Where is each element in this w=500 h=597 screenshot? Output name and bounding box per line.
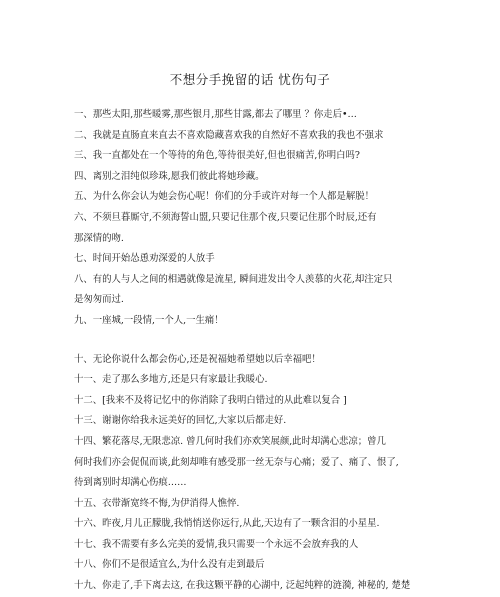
text-line: 待到离别时却满心伤痕…… [74,477,187,489]
body-text [74,105,474,597]
page-title: 不想分手挽留的话 忧伤句子 [169,72,331,87]
text-line: 八、有的人与人之间的相遇就像是流星, 瞬间进发出令人羡慕的火花,却注定只 [74,273,393,285]
text-line: 五、为什么你会认为她会伤心呢！你们的分手或许对每一个人都是解脱！ [74,191,375,203]
text-line: 十七、我不需要有多么完美的爱情,我只需要一个永远不会放弃我的人 [74,538,359,550]
text-line: 十四、繁花落尽,无限悲凉. 曾几何时我们亦欢笑展颜,此时却满心悲凉；曾几 [74,435,386,447]
text-line: 十二、[我来不及将记忆中的你消除了我明白错过的从此难以复合 ] [74,394,347,406]
text-line: 十五、衣带渐宽终不悔,为伊消得人憔悴. [74,497,240,509]
text-line: 十八、你们不是很适宜么,为什么没有走到最后 [74,559,265,571]
text-line: 九、一座城,一段情,一个人,一生痛！ [74,314,224,326]
text-line: 十一、走了那么多地方,还是只有家最让我暖心. [74,374,268,386]
text-line: 七、时间开始怂恿劝深爱的人放手 [74,253,215,265]
paragraph-gap [74,332,474,350]
text-line: 十三、谢谢你给我永远美好的回忆,大家以后都走好. [74,415,287,427]
text-line: 六、不须旦暮厮守,不须海誓山盟,只要记住那个夜,只要记住那个时辰,还有 [74,211,377,223]
text-line: 十六、昨夜,月儿正朦胧,我悄悄送你远行,从此,天边有了一颗含泪的小星星. [74,518,380,530]
text-line: 十、无论你说什么都会伤心,还是祝福她希望她以后幸福吧！ [74,353,321,365]
text-line: 一、那些太阳,那些暖雾,那些银月,那些甘露,都去了哪里 ？你走后•… [74,109,357,120]
text-line: 二、我就是直肠直来直去不喜欢隐藏喜欢我的自然好不喜欢我的我也不强求 [74,129,384,141]
text-line: 四、离别之泪纯似珍珠,愿我们彼此将她珍藏。 [74,170,265,182]
text-line: 是匆匆而过. [74,294,124,306]
text-line: 十九、你走了,手下离去这, 在我这颗平静的心湖中, 泛起纯粹的涟漪, 神秘的, 楚楚 [74,580,411,592]
text-line: 三、我一直都处在一个等待的角色,等待很美好,但也很痛苦,你明白吗? [74,150,360,162]
text-line: 那深情的吻. [74,232,124,244]
text-line: 何时我们亦会促侃而谈,此刻却唯有感受那一丝无奈与心痛；爱了、痛了、恨了, [74,456,399,468]
